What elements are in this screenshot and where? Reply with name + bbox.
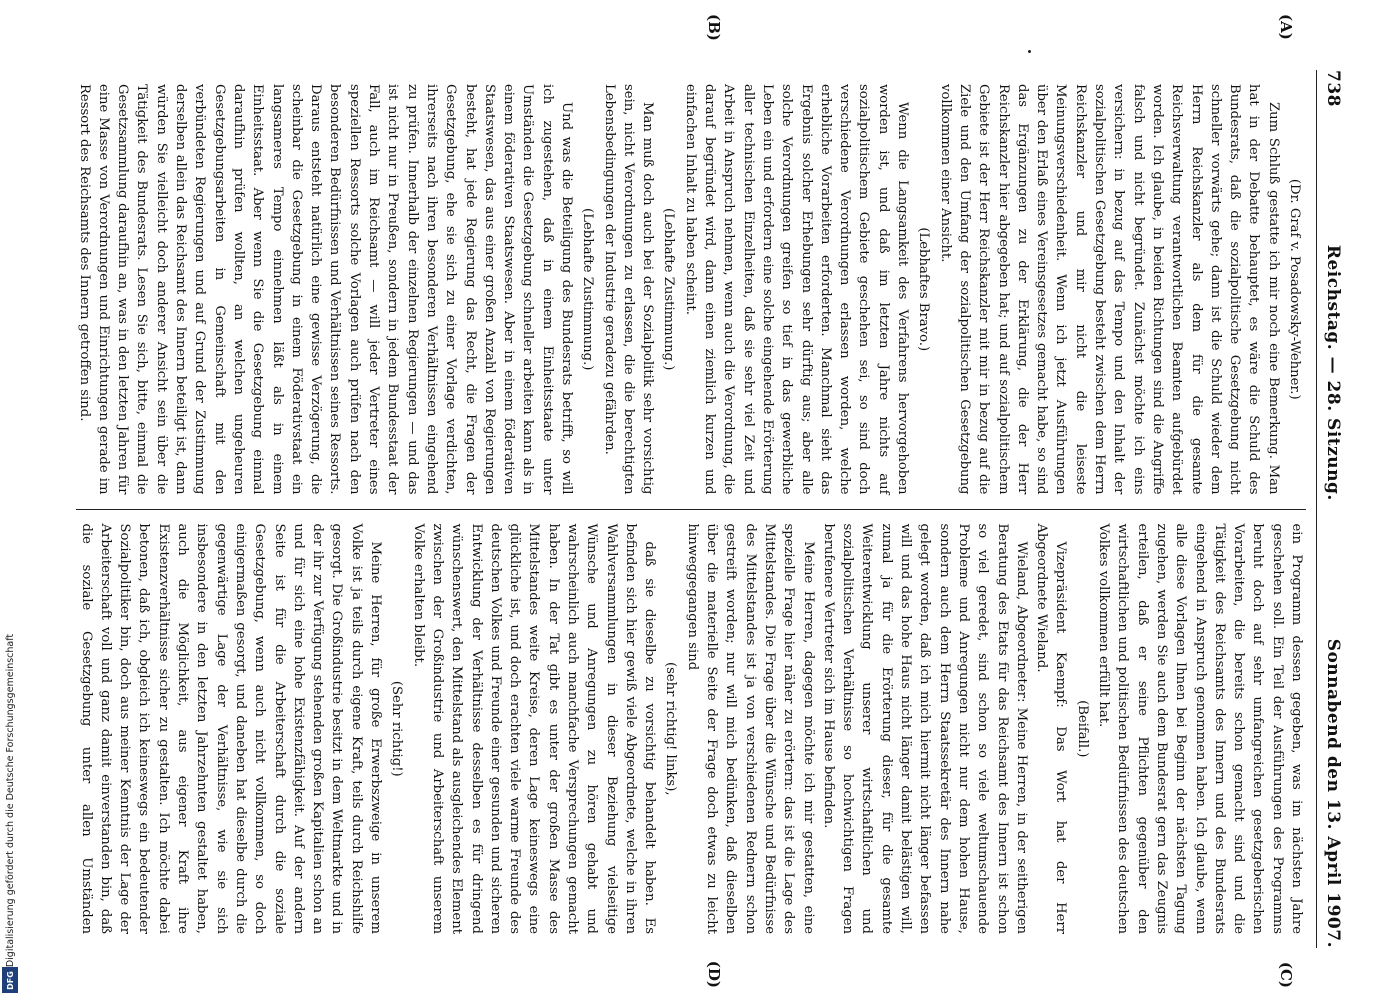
- paragraph: Meine Herren, dagegen möchte ich mir gestatten, eine spezielle Frage hier näher zu erörtern: das ist die Lage des Mittelstandes. Die Frage über die Wünsche und Bedürfnisse des Mittelstandes ist ja von verschiedenen Rednern schon gestreift worden; nur will mich bedünken, daß dieselben über die materielle Seite der Frage doch etwas zu leicht hinweggegangen sind: [684, 523, 816, 934]
- paragraph: daß sie dieselbe zu vorsichtig behandelt haben. Es befinden sich hier gewiß viele Abgeordnete, welche in ihren Wahlversammlungen in dieser Beziehung vielseitige Wünsche und Anregungen zu hören gehabt und wahrscheinlich auch manchfache Versprechungen gemacht haben. In der Tat gibt es unter der großen Masse des Mittelstandes weite Kreise, deren Lage keineswegs eine glückliche ist, und doch erachten viele warme Freunde des deutschen Volkes und Freunde einer gesunden und sicheren Entwicklung der Verhältnisse desselben es für dringend wünschenswert, den Mittelstand als ausgleichendes Element zwischen der Großindustrie und Arbeiterschaft unserem Volke erhalten bleibt.: [410, 523, 658, 934]
- margin-letter-c: (C): [1277, 961, 1295, 988]
- dfg-logo-icon: DFG: [2, 967, 18, 993]
- paragraph: Wieland, Abgeordneter: Meine Herren, in der seitherigen Beratung des Etats für das Reichsamt des Innern ist schon so viel geredet, sind schon so viele weltumschauende Probleme und Anregungen nicht nur dem hohen Hause, sondern auch dem Herrn Staatssekretär des Innern nahe gelegt worden, daß ich mich hiermit nicht länger befassen will und das hohe Haus nicht länger damit belästigen will, zumal ja für die Erörterung dieser, für die gesamte Weiterentwicklung unserer wirtschaftlichen und sozialpolitischen Verhältnisse so hochwichtigen Fragen berufenere Vertreter sich im Hause befinden.: [820, 523, 1029, 934]
- paragraph: ein Programm dessen gegeben, was im nächsten Jahre geschehen soll. Ein Teil der Ausführungen des Programms beruht doch auf sehr umfangreichen gesetzgeberischen Vorarbeiten, die bereits schon gemacht sind und die Tätigkeit des Reichsamts des Innern und des Bundesrats eingehend in Anspruch genommen haben. Ich glaube, wenn alle diese Vorlagen Ihnen bei Beginn der nächsten Tagung zugehen, werden Sie auch dem Bundesrat gern das Zeugnis erteilen, daß er seine Pflichten gegenüber den wirtschaftlichen und politischen Bedürfnissen des deutschen Volkes vollkommen erfüllt hat.: [1096, 523, 1304, 934]
- interjection: (Beifall.): [1074, 700, 1090, 758]
- page-number: 738: [1323, 70, 1343, 107]
- margin-letter-a: (A): [1277, 14, 1295, 40]
- interjection: (Lebhafte Zustimmung.): [661, 208, 677, 371]
- paragraph: Man muß doch auch bei der Sozialpolitik sehr vorsichtig sein, nicht Verordnungen zu erlassen, die die berechtigten Lebensbedingungen der Industrie geradezu gefährden.: [601, 84, 656, 495]
- paragraph: Vizepräsident Kaempf: Das Wort hat der Herr Abgeordnete Wieland.: [1034, 523, 1069, 934]
- interjection: (Sehr richtig!): [389, 680, 405, 777]
- digitization-note: Digitalisierung gefördert durch die Deutsche Forschungsgemeinschaft: [5, 633, 17, 967]
- page-header: [1316, 70, 1343, 948]
- margin-letter-b: (B): [705, 14, 723, 41]
- paragraph: Meine Herren, für große Erwerbszweige in unserem Volke ist ja teils durch eigene Kraft, teils durch Reichshilfe gesorgt. Die Großindustrie besitzt in dem Weltmarkte und in der ihr zur Verfügung stehenden großen Kapitalien schon an und für sich eine hohe Existenzfähigkeit. Auf der andern Seite ist für die Arbeiterschaft durch die soziale Gesetzgebung, wenn auch nicht vollkommen, so doch einigermaßen gesorgt, und daneben hat dieselbe durch die gegenwärtige Lage der Verhältnisse, wie sie sich insbesondere in den letzten Jahrzehnten gestaltet haben, auch die Möglichkeit, aus eigener Kraft ihre Existenzverhältnisse sicher zu gestalten. Ich möchte dabei betonen, daß ich, obgleich ich keineswegs ein bedeutender Sozialpolitiker bin, doch aus meiner Kenntnis der Lage der Arbeiterschaft voll und ganz damit einverstanden bin, daß die soziale Gesetzgebung unter allen Umständen: [78, 523, 384, 934]
- header-date: Sonnabend den 13. April 1907.: [1323, 638, 1343, 948]
- scan-speck: [1028, 50, 1031, 53]
- margin-letter-d: (D): [705, 960, 723, 988]
- interjection: (sehr richtig! links),: [663, 661, 679, 796]
- right-column: [76, 510, 1306, 949]
- text-columns: [76, 70, 1306, 948]
- interjection: (Dr. Graf v. Posadowsky-Wehner.): [1287, 178, 1302, 400]
- paragraph: Und was die Beteiligung des Bundesrats betrifft, so will ich zugestehen, daß in einem Einheitsstaate unter Umständen die Gesetzgebung schneller arbeiten kann als in einem föderativen Staatswesen. Aber in einem föderativen Staatswesen, das aus einer großen Anzahl von Regierungen besteht, hat jede Regierung das Recht, die Fragen der Gesetzgebung, ehe sie sich zu einer Vorlage verdichten, ihrerseits nach ihren besonderen Verhältnissen eingehend zu prüfen. Innerhalb der einzelnen Regierungen — und das ist nicht nur in Preußen, sondern in jedem Bundesstaat der Fall, auch im Reichsamt — will jeder Vertreter eines speziellen Ressorts solche Vorlagen auch prüfen nach den besonderen Bedürfnissen und Verhältnissen seines Ressorts. Daraus entsteht natürlich eine gewisse Verzögerung, die scheinbar die Gesetzgebung in einem Föderativstaat ein langsameres Tempo einnehmen läßt als in einem Einheitsstaat. Aber wenn Sie die Gesetzgebung einmal daraufhin prüfen wollten, an welchen ungeheuren Gesetzgebungsarbeiten in Gemeinschaft mit den verbündeten Regierungen und auf Grund der Zustimmung derselben allein das Reichsamt des Innern beteiligt ist, dann würden Sie vielleicht doch anderer Ansicht sein über die Tätigkeit des Bundesrats. Lesen Sie sich, bitte, einmal die Gesetzsammlung daraufhin an, was in den letzten Jahren für eine Masse von Verordnungen und Einrichtungen gerade im Ressort des Reichsamts des Innern getroffen sind.: [76, 84, 575, 495]
- paragraph: Zum Schluß gestatte ich mir noch eine Bemerkung. Man hat in der Debatte behauptet, es wäre die Schuld des Bundesrats, daß die sozialpolitische Gesetzgebung nicht schneller vorwärts gehe; dann ist die Schuld wieder dem Herrn Reichskanzler als dem für die gesamte Reichsverwaltung verantwortlichen Beamten aufgebürdet worden. Ich glaube, in beiden Richtungen sind die Angriffe falsch und nicht begründet. Zunächst möchte ich eins versichern: in bezug auf das Tempo und den Inhalt der sozialpolitischen Gesetzgebung besteht zwischen dem Herrn Reichskanzler und mir nicht die leiseste Meinungsverschiedenheit. Wenn ich jetzt Ausführungen über den Erlaß eines Vereinsgesetzes gemacht habe, so sind das Ergänzungen zu der Erklärung, die der Herr Reichskanzler hier abgegeben hat; und auf sozialpolitischem Gebiete ist der Herr Reichskanzler mit mir in bezug auf die Ziele und den Umfang der sozialpolitischen Gesetzgebung vollkommen einer Ansicht.: [937, 84, 1281, 495]
- header-title: Reichstag. — 28. Sitzung.: [1323, 244, 1343, 501]
- interjection: (Lebhafte Zustimmung.): [580, 208, 596, 371]
- paragraph: Wenn die Langsamkeit des Verfahrens hervorgehoben worden ist, und daß im letzten Jahre nichts auf sozialpolitischem Gebiete geschehen sei, so sind doch verschiedene Verordnungen erlassen worden, welche erhebliche Vorarbeiten erforderten. Manchmal sieht das Ergebnis solcher Erhebungen sehr dürftig aus; aber alle solche Verordnungen greifen so tief in das gewerbliche Leben ein und erfordern eine solche eingehende Erörterung aller technischen Einzelheiten, daß sie sehr viel Zeit und Arbeit in Anspruch nehmen, wenn auch die Verordnung, die darauf begründet wird, dann einen ziemlich kurzen und einfachen Inhalt zu haben scheint.: [682, 84, 911, 495]
- interjection: (Lebhaftes Bravo.): [916, 227, 932, 352]
- left-column: [76, 70, 1306, 510]
